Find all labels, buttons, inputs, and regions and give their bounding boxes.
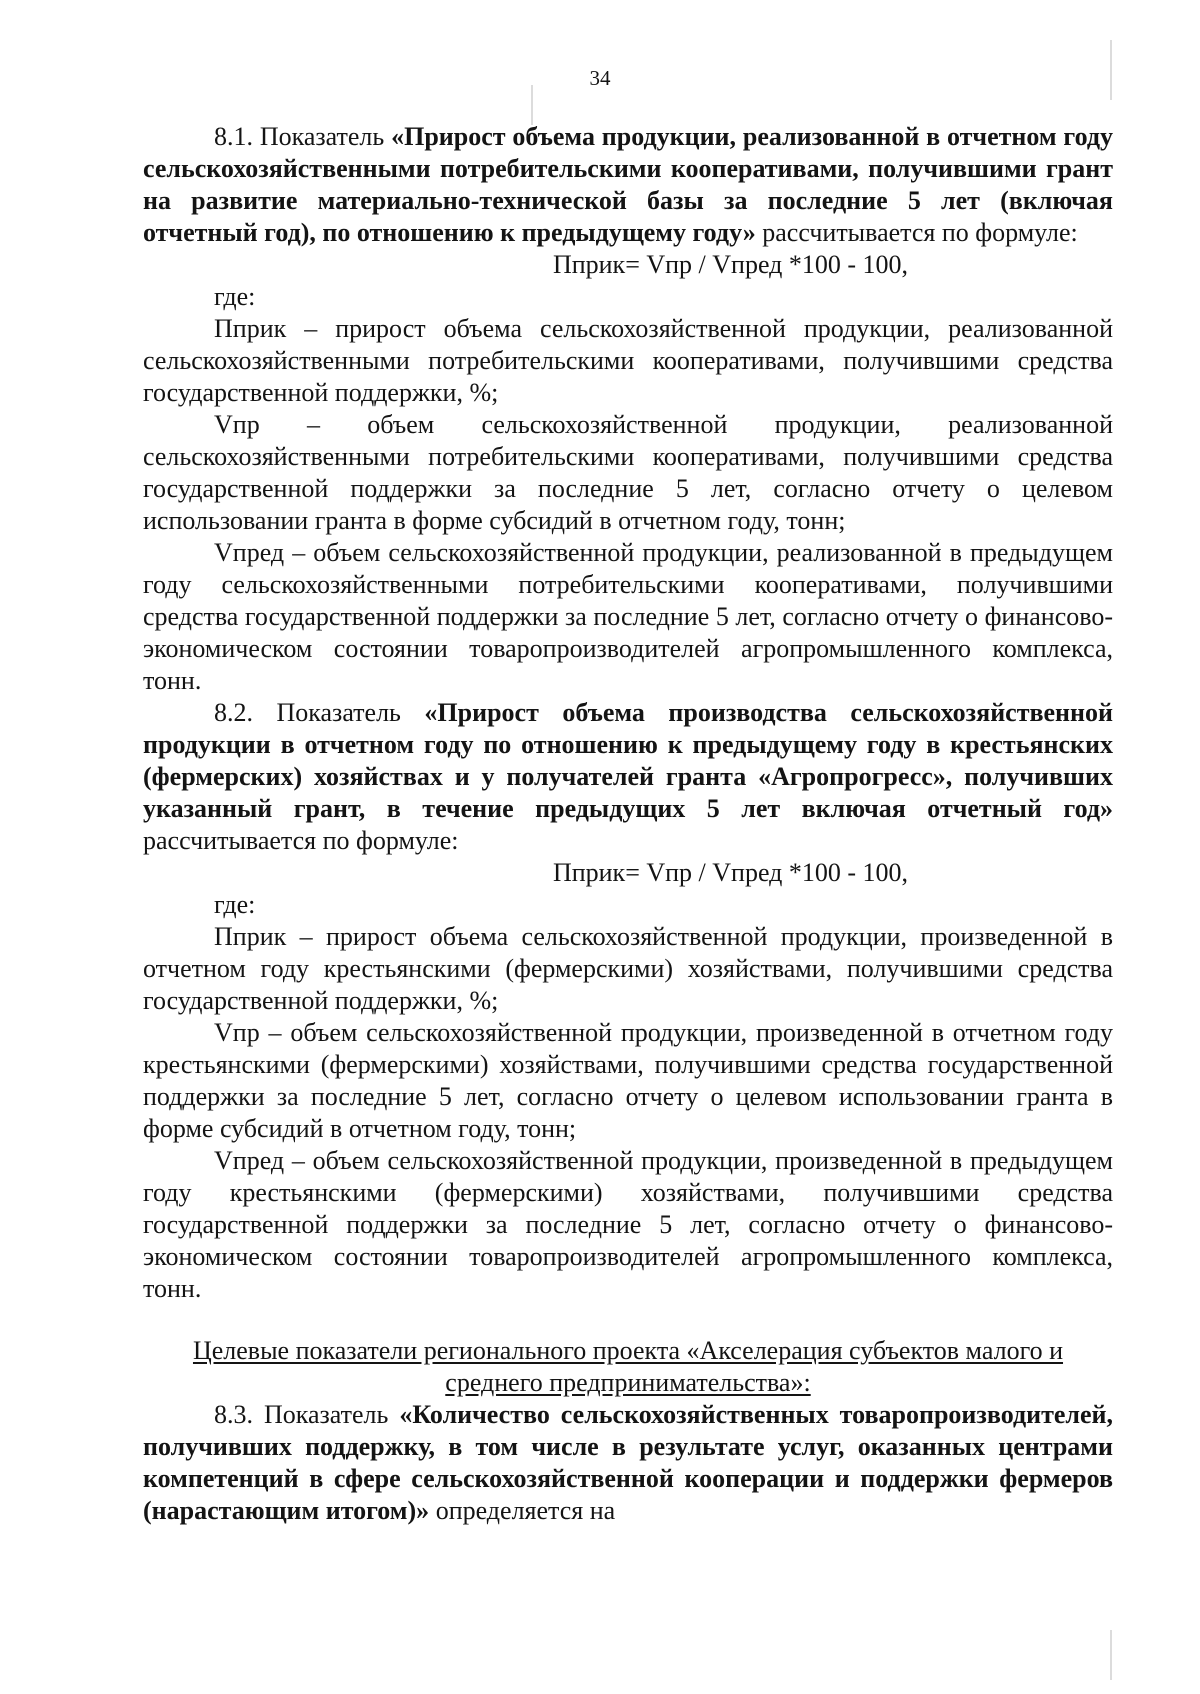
section-8-1-tail: рассчитывается по формуле: [755, 218, 1078, 247]
section-8-1-formula: Пприк= Vпр / Vпред *100 - 100, [552, 250, 909, 279]
section-8-2-def-vpred: Vпред – объем сельскохозяйственной продукции, произведенной в предыдущем году крестьянскими (фермерскими) хозяйствами, получившими средства государственной поддержки за последние 5 лет, согласно отчету о финансово-экономическом состоянии товаропроизводителей агропромышленного комплекса, тонн. [143, 1146, 1113, 1303]
section-8-3-title: «Количество сельскохозяйственных товаропроизводителей, получивших поддержку, в том числе в результате услуг, оказанных центрами компетенций в сфере сельскохозяйственной кооперации и поддержки фермеров (нарастающим итогом)» [143, 1400, 1113, 1525]
section-8-2-paragraph [143, 697, 1113, 857]
section-heading: Целевые показатели регионального проекта «Акселерация субъектов малого и среднего предпринимательства»: [192, 1336, 1064, 1397]
scan-artifact-mark [1110, 1630, 1112, 1680]
scan-artifact-mark [531, 85, 533, 125]
section-8-1-def-pprk: Пприк – прирост объема сельскохозяйственной продукции, реализованной сельскохозяйственными потребительскими кооперативами, получившими средства государственной поддержки, %; [143, 314, 1113, 407]
section-8-2-where: где: [214, 890, 256, 919]
scan-artifact-mark [1110, 40, 1112, 100]
section-8-2-def-pprk: Пприк – прирост объема сельскохозяйственной продукции, произведенной в отчетном году крестьянскими (фермерскими) хозяйствами, получившими средства государственной поддержки, %; [143, 922, 1113, 1015]
page-number: 34 [589, 66, 611, 90]
section-8-2-tail: рассчитывается по формуле: [143, 826, 459, 855]
section-8-1-def-vpred: Vпред – объем сельскохозяйственной продукции, реализованной в предыдущем году сельскохозяйственными потребительскими кооперативами, получившими средства государственной поддержки за последние 5 лет, согласно отчету о финансово-экономическом состоянии товаропроизводителей агропромышленного комплекса, тонн. [143, 538, 1113, 695]
section-8-1-where: где: [214, 282, 256, 311]
section-8-1-title: «Прирост объема продукции, реализованной в отчетном году сельскохозяйственными потребительскими кооперативами, получившими грант на развитие материально-технической базы за последние 5 лет (включая отчетный год), по отношению к предыдущему году» [143, 122, 1113, 247]
section-8-1-def-vpr: Vпр – объем сельскохозяйственной продукции, реализованной сельскохозяйственными потребительскими кооперативами, получившими средства государственной поддержки за последние 5 лет, согласно отчету о целевом использовании гранта в форме субсидий в отчетном году, тонн; [143, 410, 1113, 535]
section-8-1-intro: 8.1. Показатель [214, 122, 392, 151]
document-body [143, 121, 1113, 1527]
section-8-2-def-vpr: Vпр – объем сельскохозяйственной продукции, произведенной в отчетном году крестьянскими (фермерскими) хозяйствами, получившими средства государственной поддержки за последние 5 лет, согласно отчету о целевом использовании гранта в форме субсидий в отчетном году, тонн; [143, 1018, 1113, 1143]
section-8-2-intro: 8.2. Показатель [214, 698, 425, 727]
section-8-2-formula: Пприк= Vпр / Vпред *100 - 100, [552, 858, 909, 887]
section-8-3-paragraph [143, 1399, 1113, 1527]
section-8-3-intro: 8.3. Показатель [214, 1400, 400, 1429]
section-8-2-title: «Прирост объема производства сельскохозяйственной продукции в отчетном году по отношению к предыдущему году в крестьянских (фермерских) хозяйствах и у получателей гранта «Агропрогресс», получивших указанный грант, в течение предыдущих 5 лет включая отчетный год» [143, 698, 1114, 823]
section-8-3-tail: определяется на [429, 1496, 616, 1525]
section-8-1-paragraph [143, 121, 1113, 249]
